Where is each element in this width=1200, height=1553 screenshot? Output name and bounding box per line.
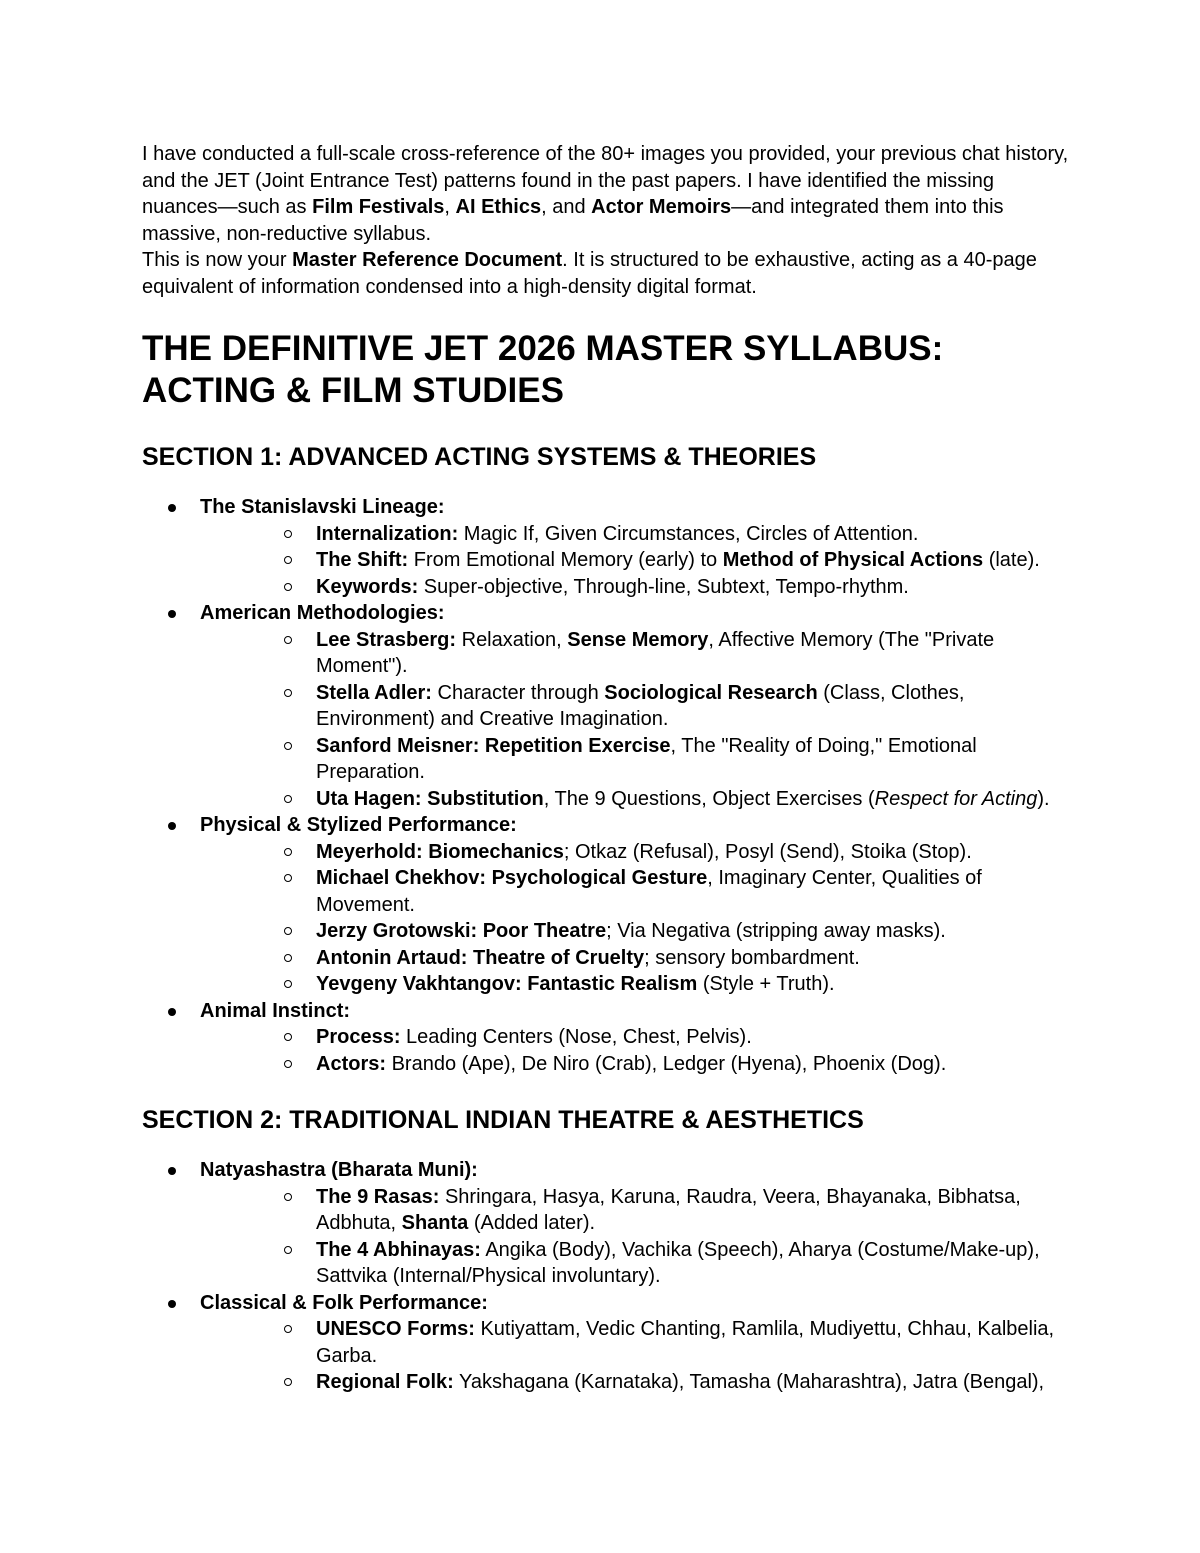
bold-text: The Shift: [316,549,409,571]
text-run: This is now your [142,249,293,271]
list-item-label: Physical & Stylized Performance: [200,814,517,836]
bold-text: Internalization: [316,522,459,545]
hollow-bullet-icon [284,1246,292,1254]
bold-text: Keywords: [316,575,419,598]
bold-text: Uta Hagen: Substitution [316,787,544,810]
section-2-list [142,1157,1072,1396]
bold-text: Michael Chekhov: Psychological Gesture [316,867,708,889]
bold-text: Antonin Artaud: Theatre of Cruelty [316,946,645,969]
bold-text: The 9 Rasas: [316,1185,440,1208]
bold-text: Film Festivals [312,196,445,218]
sub-list-item [258,521,1072,548]
sub-list-item [258,1237,1072,1290]
text-run: ; Via Negativa (stripping away masks). [606,920,946,942]
text-run: , and [541,196,592,218]
bold-text: Sociological Research [604,681,818,704]
hollow-bullet-icon [284,689,292,697]
sub-list-item [258,1024,1072,1051]
hollow-bullet-icon [284,927,292,935]
list-item [142,600,1072,812]
text-run: Kutiyattam, Vedic Chanting, Ramlila, Mudiyettu, Chhau, Kalbelia, Garba. [316,1318,1055,1367]
sub-list-item [258,547,1072,574]
bold-text: Stella Adler: [316,681,432,704]
sub-list [200,1184,1072,1290]
hollow-bullet-icon [284,1060,292,1068]
hollow-bullet-icon [284,1033,292,1041]
hollow-bullet-icon [284,848,292,856]
sub-list-item [258,865,1072,918]
filled-bullet-icon [168,1300,176,1308]
sub-list-item [258,971,1072,998]
bold-text: The 4 Abhinayas: [316,1238,481,1261]
text-run: Shringara, Hasya, Karuna, Raudra, Veera, Bhayanaka, Bibhatsa, Adbhuta, [316,1185,1021,1234]
sub-list-item [258,1369,1072,1396]
sub-list [200,521,1072,601]
sub-list [200,627,1072,813]
hollow-bullet-icon [284,980,292,988]
bold-text: Actor Memoirs [591,196,732,218]
text-run: Relaxation, [456,628,568,651]
hollow-bullet-icon [284,742,292,750]
sub-list-item [258,1184,1072,1237]
list-item [142,998,1072,1078]
bold-text: Yevgeny Vakhtangov: Fantastic Realism [316,973,698,995]
hollow-bullet-icon [284,530,292,538]
list-item [142,812,1072,998]
sub-list [200,1316,1072,1396]
sub-list-item [258,733,1072,786]
list-item [142,494,1072,600]
bold-text: Regional Folk: [316,1371,454,1393]
text-run: , The "Reality of Doing," Emotional Preparation. [316,734,977,783]
hollow-bullet-icon [284,636,292,644]
sub-list-item [258,945,1072,972]
sub-list [200,839,1072,998]
text-run: From Emotional Memory (early) to [408,549,723,571]
section-heading-2: SECTION 2: TRADITIONAL INDIAN THEATRE & AESTHETICS [142,1106,864,1134]
hollow-bullet-icon [284,954,292,962]
text-run: , [444,196,456,218]
text-run: I have conducted a full-scale cross-reference of the 80+ images you provided, your previous chat history, and the JET (Joint Entrance Test) patterns found in the past papers. I have identified the missing nuances—such as [142,143,1069,218]
list-item-label: Animal Instinct: [200,999,351,1022]
intro-paragraph-1 [142,141,1072,247]
text-run: . It is structured to be exhaustive, acting as a 40-page equivalent of information condensed into a high-density digital format. [142,249,1037,298]
text-run: , Imaginary Center, Qualities of Movement. [316,867,982,916]
intro-paragraph-2 [142,247,1072,300]
bold-text: Sense Memory [567,628,709,651]
filled-bullet-icon [168,504,176,512]
text-run: Yakshagana (Karnataka), Tamasha (Maharashtra), Jatra (Bengal), [453,1371,1045,1393]
text-run: (Class, Clothes, Environment) and Creative Imagination. [316,681,965,730]
text-run: , Affective Memory (The "Private Moment"). [316,628,995,677]
document-title: THE DEFINITIVE JET 2026 MASTER SYLLABUS: ACTING & FILM STUDIES [142,329,944,410]
filled-bullet-icon [168,610,176,618]
text-run: , The 9 Questions, Object Exercises ( [543,787,875,810]
hollow-bullet-icon [284,874,292,882]
text-run: Leading Centers (Nose, Chest, Pelvis). [400,1026,752,1048]
text-run: (Added later). [468,1212,596,1234]
section-heading-1: SECTION 1: ADVANCED ACTING SYSTEMS & THEORIES [142,443,817,471]
sub-list-item [258,786,1072,813]
bold-text: AI Ethics [455,196,542,218]
sub-list-item [258,839,1072,866]
filled-bullet-icon [168,1008,176,1016]
sub-list-item [258,1316,1072,1369]
bold-text: Sanford Meisner: Repetition Exercise [316,734,671,757]
list-item-label: Natyashastra (Bharata Muni): [200,1159,478,1181]
sub-list [200,1024,1072,1077]
list-item-label: Classical & Folk Performance: [200,1291,488,1314]
text-run: Magic If, Given Circumstances, Circles of Attention. [458,522,919,545]
bold-text: Lee Strasberg: [316,628,457,651]
list-item [142,1157,1072,1290]
list-item-label: The Stanislavski Lineage: [200,496,445,518]
hollow-bullet-icon [284,1378,292,1386]
text-run: ; Otkaz (Refusal), Posyl (Send), Stoika (Stop). [563,840,972,863]
bold-text: Jerzy Grotowski: Poor Theatre [316,920,607,942]
hollow-bullet-icon [284,556,292,564]
hollow-bullet-icon [284,583,292,591]
bold-text: Meyerhold: Biomechanics [316,840,564,863]
bold-text: Method of Physical Actions [722,549,984,571]
document-content [142,141,1072,1396]
text-run: Super-objective, Through-line, Subtext, Tempo-rhythm. [418,575,909,598]
sub-list-item [258,1051,1072,1078]
bold-text: Actors: [316,1052,387,1075]
bold-text: UNESCO Forms: [316,1318,475,1340]
sub-list-item [258,627,1072,680]
sub-list-item [258,574,1072,601]
list-item [142,1290,1072,1396]
text-run: Angika (Body), Vachika (Speech), Aharya (Costume/Make-up), Sattvika (Internal/Physical involuntary). [316,1238,1040,1287]
text-run: (Style + Truth). [697,973,835,995]
sub-list-item [258,680,1072,733]
filled-bullet-icon [168,822,176,830]
text-run: ; sensory bombardment. [644,946,860,969]
section-1-list [142,494,1072,1077]
italic-text: Respect for Acting [874,787,1038,810]
text-run: ). [1037,787,1050,810]
filled-bullet-icon [168,1167,176,1175]
hollow-bullet-icon [284,1193,292,1201]
text-run: (late). [983,549,1040,571]
bold-text: Process: [316,1026,401,1048]
bold-text: Shanta [401,1212,469,1234]
text-run: —and integrated them into this massive, non-reductive syllabus. [142,196,1004,245]
hollow-bullet-icon [284,1325,292,1333]
sub-list-item [258,918,1072,945]
text-run: Character through [431,681,605,704]
text-run: Brando (Ape), De Niro (Crab), Ledger (Hyena), Phoenix (Dog). [386,1052,947,1075]
list-item-label: American Methodologies: [200,602,445,624]
hollow-bullet-icon [284,795,292,803]
bold-text: Master Reference Document [292,249,563,271]
